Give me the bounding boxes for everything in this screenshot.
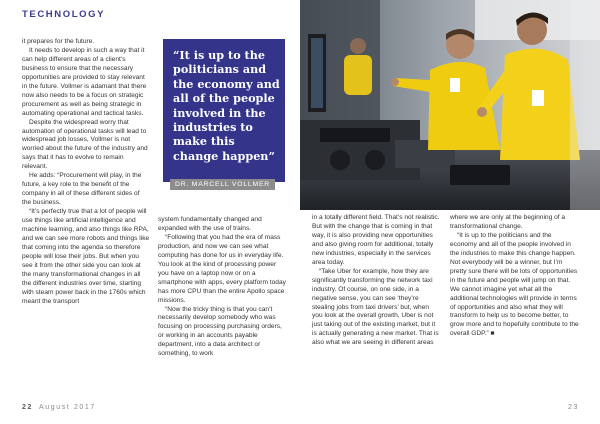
right-page: [300, 0, 600, 424]
pull-quote-attribution: DR. MARCELL VOLLMER: [170, 179, 275, 190]
factory-workers-photo: [300, 0, 600, 210]
paragraph: It needs to develop in such a way that it can help different areas of a client’s business to ensure that the necessary opportunities are provided to stay relevant in the future. Vollmer is adamant that there now also needs to be a focus on strategic procurement as well as being strategic in automating operational and tactical tasks.: [22, 46, 147, 117]
photo-illustration: [300, 0, 600, 210]
right-column-1: [312, 214, 440, 348]
paragraph: “Take Uber for example, how they are significantly transforming the network taxi industry. Of course, on one side, in a negative sense, you can see ‘they’re stealing jobs from taxi drivers’ but, when you look at the overall growth, Uber is not just taking out of the existing market, but it is actually generating a new market. That is also what we are seeing in different areas: [312, 267, 439, 347]
page-number: 23: [568, 404, 579, 411]
page-number: 22: [22, 404, 33, 411]
left-column-2: [158, 216, 286, 359]
paragraph: Despite the widespread worry that automation of operational tasks will lead to widespread job losses, Vollmer is not worried about the future of the industry and says that it has to evolve to remain relevant.: [22, 118, 148, 171]
paragraph: in a totally different field. That’s not realistic. But with the change that is coming in that way, it is also providing new opportunities and also giving room for additional, totally new industries, especially in the services area today.: [312, 214, 440, 266]
left-footer: [22, 404, 96, 411]
paragraph: “It is up to the politicians and the economy and all of the people involved in the industries to make this change happen. Not everybody will be a winner, but I’m pretty sure there will be lots of opportunities in the future and people will jump on that. We cannot imagine yet what all the additional technologies will provide in terms of opportunities and also what they will transform to help us to become better, to grow more and to hopefully contribute to the overall GDP.” ■: [450, 231, 579, 338]
paragraph: He adds: “Procurement will play, in the future, a key role to the benefit of the company in all of these different sides of the business.: [22, 172, 142, 207]
section-title: TECHNOLOGY: [22, 9, 106, 20]
paragraph: it prepares for the future.: [22, 38, 95, 45]
right-column-2: [450, 214, 580, 339]
paragraph: system fundamentally changed and expanded with the use of trains.: [158, 216, 262, 232]
pull-quote-box: [163, 39, 285, 182]
right-footer: [568, 404, 579, 411]
paragraph: where we are only at the beginning of a transformational change.: [450, 214, 566, 230]
paragraph: “Now the tricky thing is that you can’t necessarily develop somebody who was focusing on processing purchasing orders, or working in an accounts payable department, into a data architect or something, to work: [158, 305, 282, 358]
paragraph: “Following that you had the era of mass production, and now we can see what computing has done for us in everyday life. You look at the kind of processing power you have on a laptop now or on a smartphone with apps, every platform today has more CPU than the entire Apollo space missions.: [158, 233, 286, 304]
paragraph: “It’s perfectly true that a lot of people will use things like artificial intelligence and machine learning, and also things like RPA, and we can see more robots and things like that coming into the agenda so therefore people will lose their jobs. But when you see it from the other side you can look at the many transformational changes in all the different industries over time, starting with steam power back in the 1760s which meant the transport: [22, 208, 150, 305]
left-column-1: [22, 38, 150, 307]
pull-quote: “It is up to the politicians and the economy and all of the people involved in the industries to make this change happen”: [173, 48, 280, 163]
issue-date: August 2017: [39, 404, 96, 411]
